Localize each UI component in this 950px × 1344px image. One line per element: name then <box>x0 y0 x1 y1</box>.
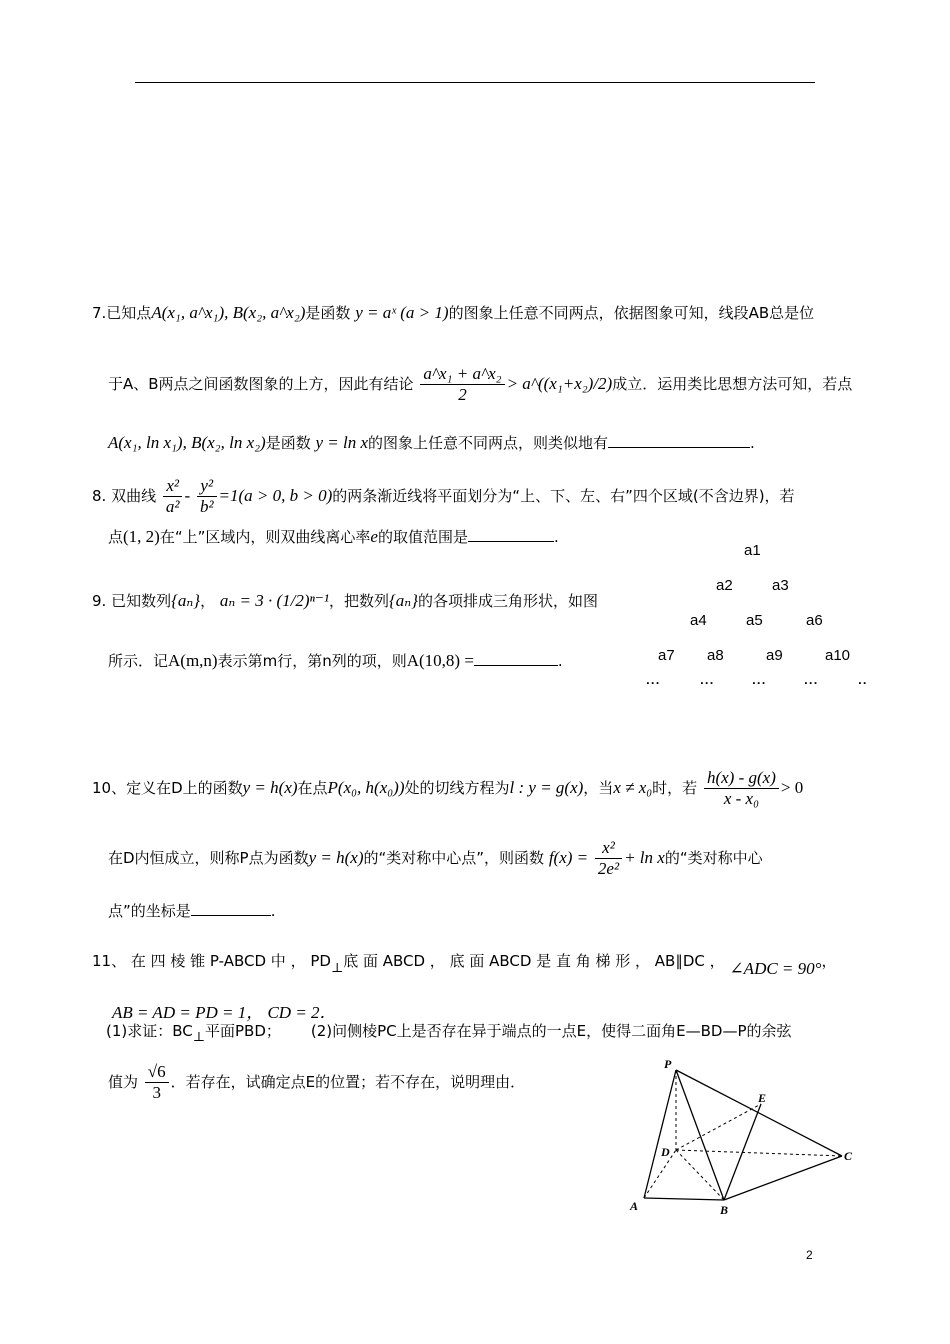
q10-text-g: 的“类对称中心 <box>664 849 763 867</box>
q8-e: e <box>370 527 378 546</box>
q9-tail: . <box>557 652 563 670</box>
q10-gt0: > 0 <box>780 778 804 797</box>
q9-seq2: {aₙ} <box>389 591 418 610</box>
label-A: A <box>630 1199 639 1213</box>
tri-a8: a8 <box>707 647 724 664</box>
q8-answer-blank[interactable] <box>468 527 554 542</box>
q10-text-e: 在D内恒成立，则称P点为函数 <box>108 849 309 867</box>
q10-line3 <box>108 900 276 921</box>
q7-tail: . <box>750 434 755 452</box>
q11-line3 <box>106 1020 792 1044</box>
tri-a2: a2 <box>716 577 733 594</box>
q11-perp2: ⊥ <box>192 1029 205 1044</box>
q10-label: 10、定义在D上的函数 <box>92 779 243 797</box>
label-D: D <box>661 1145 670 1159</box>
tri-a3: a3 <box>772 577 789 594</box>
q7-text-f: 的图象上任意不同两点，则类似地有 <box>368 434 609 452</box>
q11-cosine-fraction <box>145 1062 169 1103</box>
q10-f3-rhs: + ln x <box>624 848 665 867</box>
q9-seq: {aₙ} <box>171 591 201 610</box>
q8-frac2-den: b² <box>199 497 214 516</box>
q10-text-h: 点”的坐标是 <box>108 902 191 920</box>
tri-a6: a6 <box>806 612 823 629</box>
q10-line1 <box>92 768 803 809</box>
edge-PB <box>676 1070 724 1200</box>
q10-cond: x ≠ x₀ <box>613 778 653 797</box>
q8-frac1-num: x² <box>163 476 183 497</box>
q10-tangent: l : y = g(x) <box>509 778 584 797</box>
q9-line1 <box>92 590 598 611</box>
q8-rhs: =1(a > 0, b > 0) <box>218 486 333 505</box>
q11-line1b: 底 面 ABCD ， 底 面 ABCD 是 直 角 梯 形 ， AB∥DC ， <box>343 952 725 970</box>
q10-text-a: 在点 <box>297 779 328 797</box>
q8-point: (1, 2) <box>123 527 160 546</box>
edge-PC <box>676 1070 842 1156</box>
q9-comma: ， <box>200 592 216 610</box>
tri-dots-3: ... <box>752 676 767 687</box>
edge-DE <box>676 1104 761 1150</box>
edge-PA <box>644 1070 676 1198</box>
q8-frac1-den: a² <box>165 497 180 516</box>
q7-line2 <box>108 364 852 405</box>
q7-answer-blank[interactable] <box>608 433 750 448</box>
q10-f2: y = h(x) <box>308 848 364 867</box>
q10-tail: . <box>270 902 276 920</box>
q7-inequality-fraction <box>420 364 504 405</box>
q7-ineq-denominator: 2 <box>458 385 467 404</box>
tri-a7: a7 <box>658 647 675 664</box>
q11-part1b: 平面PBD； <box>204 1022 281 1040</box>
tri-a4: a4 <box>690 612 707 629</box>
q7-points2-math: A(x₁, ln x₁), B(x₂, ln x₂) <box>108 433 266 452</box>
q7-ineq-rhs: > a^((x₁+x₂)/2) <box>506 374 613 393</box>
q10-text-f: 的“类对称中心点”，则函数 <box>363 849 545 867</box>
q10-text-d: 时，若 <box>652 779 698 797</box>
page-number: 2 <box>806 1248 813 1262</box>
q9-line2 <box>108 650 563 671</box>
q7-text-a: 是函数 <box>305 304 351 322</box>
q11-line1-text: 11、 在 四 棱 锥 P-ABCD 中 ， PD <box>92 952 331 970</box>
q11-perp: ⊥ <box>330 960 344 975</box>
q8-frac2-num: y² <box>197 476 217 497</box>
q11-lengths: AB = AD = PD = 1， CD = 2． <box>112 1003 337 1022</box>
q10-fraction <box>704 768 779 809</box>
q10-frac-num: h(x) - g(x) <box>704 768 779 789</box>
q7-line3 <box>108 432 755 453</box>
q11-sqrt-den: 3 <box>152 1083 161 1102</box>
q8-text-b: 点 <box>108 528 124 546</box>
q10-answer-blank[interactable] <box>191 901 271 916</box>
q11-text-b: ．若存在，试确定点E的位置；若不存在，说明理由． <box>170 1073 526 1091</box>
q8-text-d: 的取值范围是 <box>377 528 468 546</box>
q11-part1a: (1)求证：BC <box>106 1022 193 1040</box>
q7-points-math: A(x₁, a^x₁), B(x₂, a^x₂) <box>151 303 306 322</box>
q9-label: 9. 已知数列 <box>92 592 172 610</box>
q9-Amn: A(m,n) <box>168 651 218 670</box>
q9-answer-blank[interactable] <box>474 651 558 666</box>
tri-dots-2: ... <box>700 676 715 687</box>
q8-line1 <box>92 476 795 517</box>
label-P: P <box>664 1058 672 1071</box>
q7-text-c: 于A、B两点之间函数图象的上方，因此有结论 <box>108 375 414 393</box>
q11-angle-tail: ， <box>821 952 837 970</box>
header-rule <box>135 82 815 83</box>
q11-sqrt-num: √6 <box>145 1062 169 1083</box>
q8-tail: . <box>553 528 559 546</box>
q9-text-b: 的各项排成三角形状，如图 <box>418 592 599 610</box>
q10-f3-num: x² <box>595 838 622 859</box>
q11-line4 <box>108 1062 525 1103</box>
edge-BC <box>724 1156 842 1200</box>
q8-label: 8. 双曲线 <box>92 487 157 505</box>
q10-frac-den: x - x₀ <box>723 789 759 808</box>
q7-text-b: 的图象上任意不同两点，依据图象可知，线段AB总是位 <box>448 304 815 322</box>
label-E: E <box>758 1091 767 1105</box>
q10-f3-fraction <box>595 838 622 879</box>
tri-dots-1: ... <box>646 676 661 687</box>
tri-a1: a1 <box>744 542 761 559</box>
pyramid-figure <box>620 1058 870 1218</box>
tri-a9: a9 <box>766 647 783 664</box>
tri-dots-5: .. <box>858 676 868 687</box>
label-B: B <box>720 1203 729 1217</box>
q8-minus: - <box>184 486 191 505</box>
q10-line2 <box>108 838 763 879</box>
q7-line1 <box>92 302 814 323</box>
q11-part2: (2)问侧棱PC上是否存在异于端点的一点E，使得二面角E—BD—P的余弦 <box>310 1022 792 1040</box>
q10-f3-lhs: f(x) = <box>548 848 589 867</box>
q8-text-a: 的两条渐近线将平面划分为“上、下、左、右”四个区域(不含边界)，若 <box>332 487 795 505</box>
q7-function2-math: y = ln x <box>315 433 369 452</box>
q8-line2 <box>108 526 559 547</box>
q9-A108: A(10,8) = <box>406 651 474 670</box>
q11-line1 <box>92 950 837 978</box>
tri-dots-4: ... <box>804 676 819 687</box>
q7-ineq-numerator: a^x₁ + a^x₂ <box>420 364 504 385</box>
edge-AB <box>644 1198 724 1200</box>
q9-formula: aₙ = 3 · (1/2)ⁿ⁻¹ <box>219 591 329 610</box>
tri-a10: a10 <box>825 647 851 664</box>
q8-fraction-y <box>197 476 217 517</box>
edge-DB <box>676 1150 724 1200</box>
q10-P: P(x₀, h(x₀)) <box>327 778 405 797</box>
q11-angle: ∠ADC = 90° <box>729 959 822 978</box>
q9-text-a: ，把数列 <box>328 592 389 610</box>
q9-text-c: 所示．记 <box>108 652 169 670</box>
edge-AD <box>644 1150 676 1198</box>
q11-text-a: 值为 <box>108 1073 139 1091</box>
q7-text-e: 是函数 <box>265 434 311 452</box>
q10-text-c: ，当 <box>583 779 614 797</box>
label-C: C <box>844 1149 853 1163</box>
q8-fraction-x <box>163 476 183 517</box>
q8-text-c: 在“上”区域内，则双曲线离心率 <box>159 528 371 546</box>
tri-a5: a5 <box>746 612 763 629</box>
q10-f1: y = h(x) <box>242 778 298 797</box>
q10-text-b: 处的切线方程为 <box>404 779 510 797</box>
q10-f3-den: 2e² <box>597 859 620 878</box>
q7-text-d: 成立．运用类比思想方法可知，若点 <box>612 375 853 393</box>
q9-text-d: 表示第m行，第n列的项，则 <box>217 652 407 670</box>
edge-DC <box>676 1150 842 1156</box>
q7-label: 7.已知点 <box>92 304 152 322</box>
q7-function-math: y = aˣ (a > 1) <box>355 303 449 322</box>
